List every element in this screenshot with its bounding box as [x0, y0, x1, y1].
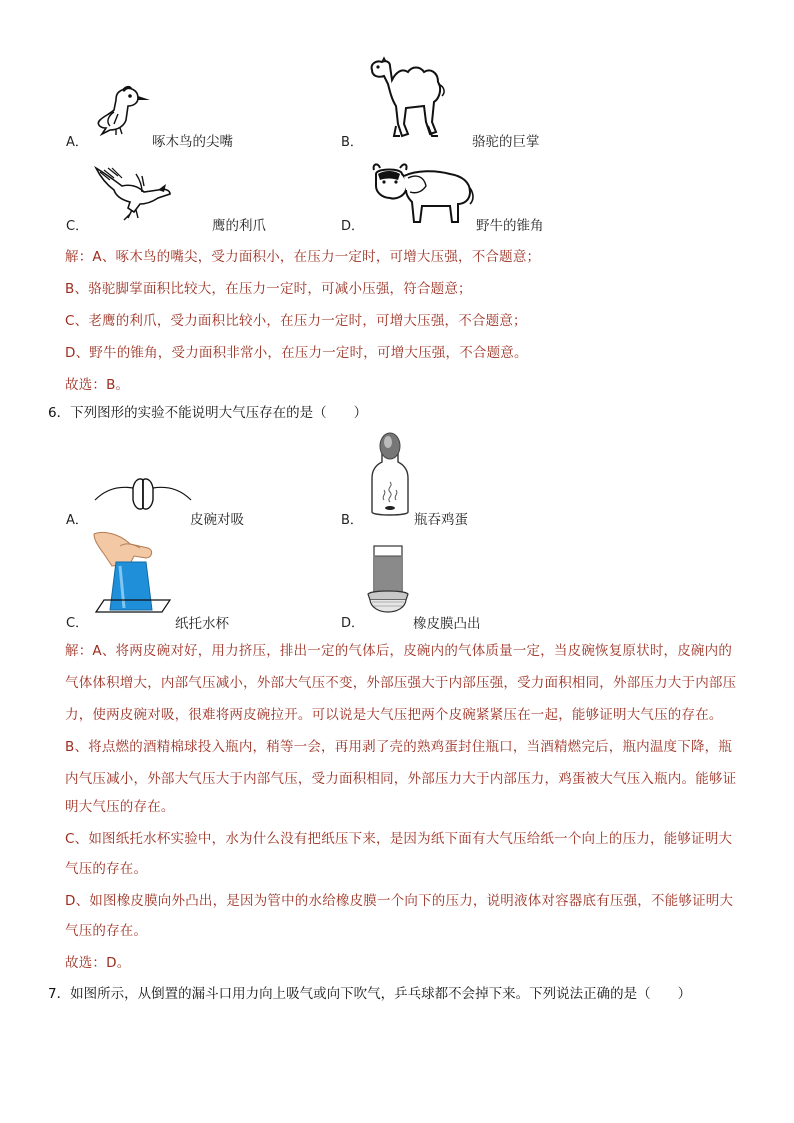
q5-solution-line-3: C、老鹰的利爪，受力面积比较小，在压力一定时，可增大压强，不合题意；	[65, 313, 527, 329]
option-caption-d: 野牛的锥角	[476, 218, 544, 234]
rubber-membrane-icon	[364, 542, 412, 622]
q6-option-letter-c: C．	[66, 616, 89, 631]
bison-icon	[366, 160, 476, 226]
woodpecker-icon	[92, 84, 152, 136]
option-caption-b: 骆驼的巨掌	[472, 134, 540, 150]
q6-option-letter-a: A．	[66, 513, 88, 528]
q6-option-caption-c: 纸托水杯	[175, 616, 229, 632]
q6-solution-line-1: 解：A、将两皮碗对好，用力挤压，排出一定的气体后，皮碗内的气体质量一定，当皮碗恢复原状时，皮碗内的	[65, 643, 733, 659]
option-letter-c: C．	[66, 219, 89, 234]
q6-solution-line-7: C、如图纸托水杯实验中，水为什么没有把纸压下来，是因为纸下面有大气压给纸一个向上的压力，能够证明大	[65, 831, 733, 847]
q6-question: 6．下列图形的实验不能说明大气压存在的是（ ）	[48, 405, 368, 421]
q6-solution-line-2: 气体体积增大，内部气压减小，外部大气压不变，外部压强大于内部压强，受力面积相同，外部压力大于内部压	[65, 675, 737, 691]
water-cup-icon	[90, 528, 176, 620]
q6-solution-line-8: 气压的存在。	[65, 861, 148, 877]
q5-answer: 故选：B。	[65, 377, 130, 393]
q6-option-letter-d: D．	[341, 616, 365, 631]
q6-solution-line-3: 力，使两皮碗对吸，很难将两皮碗拉开。可以说是大气压把两个皮碗紧紧压在一起，能够证明大气压的存在。	[65, 707, 723, 723]
q6-solution-line-6: 明大气压的存在。	[65, 799, 175, 815]
option-letter-d: D．	[341, 219, 365, 234]
q6-option-caption-d: 橡皮膜凸出	[413, 616, 481, 632]
q6-option-letter-b: B．	[341, 513, 363, 528]
option-caption-c: 鹰的利爪	[212, 218, 266, 234]
q6-solution-line-9: D、如图橡皮膜向外凸出，是因为管中的水给橡皮膜一个向下的压力，说明液体对容器底有压强，不能够证明大	[65, 893, 734, 909]
option-letter-a: A．	[66, 135, 88, 150]
q6-solution-line-10: 气压的存在。	[65, 923, 148, 939]
q5-solution-line-2: B、骆驼脚掌面积比较大，在压力一定时，可减小压强，符合题意；	[65, 281, 472, 297]
q6-solution-line-5: 内气压减小，外部大气压大于内部气压，受力面积相同，外部压力大于内部压力，鸡蛋被大气压入瓶内。能够证	[65, 771, 737, 787]
camel-icon	[366, 56, 448, 140]
suction-cups-icon	[93, 474, 193, 514]
q7-question: 7．如图所示，从倒置的漏斗口用力向上吸气或向下吹气，乒乓球都不会掉下来。下列说法正确的是（ ）	[48, 986, 692, 1002]
q5-solution-line-1: 解：A、啄木鸟的嘴尖，受力面积小，在压力一定时，可增大压强，不合题意；	[65, 249, 541, 265]
eagle-icon	[92, 162, 174, 222]
egg-bottle-icon	[370, 428, 410, 518]
q6-answer: 故选：D。	[65, 955, 131, 971]
option-caption-a: 啄木鸟的尖嘴	[152, 134, 233, 150]
q6-option-caption-a: 皮碗对吸	[190, 512, 244, 528]
q6-option-caption-b: 瓶吞鸡蛋	[414, 512, 468, 528]
q5-solution-line-4: D、野牛的锥角，受力面积非常小，在压力一定时，可增大压强，不合题意。	[65, 345, 528, 361]
q6-solution-line-4: B、将点燃的酒精棉球投入瓶内，稍等一会，再用剥了壳的熟鸡蛋封住瓶口，当酒精燃完后，瓶内温度下降，瓶	[65, 739, 733, 755]
option-letter-b: B．	[341, 135, 363, 150]
